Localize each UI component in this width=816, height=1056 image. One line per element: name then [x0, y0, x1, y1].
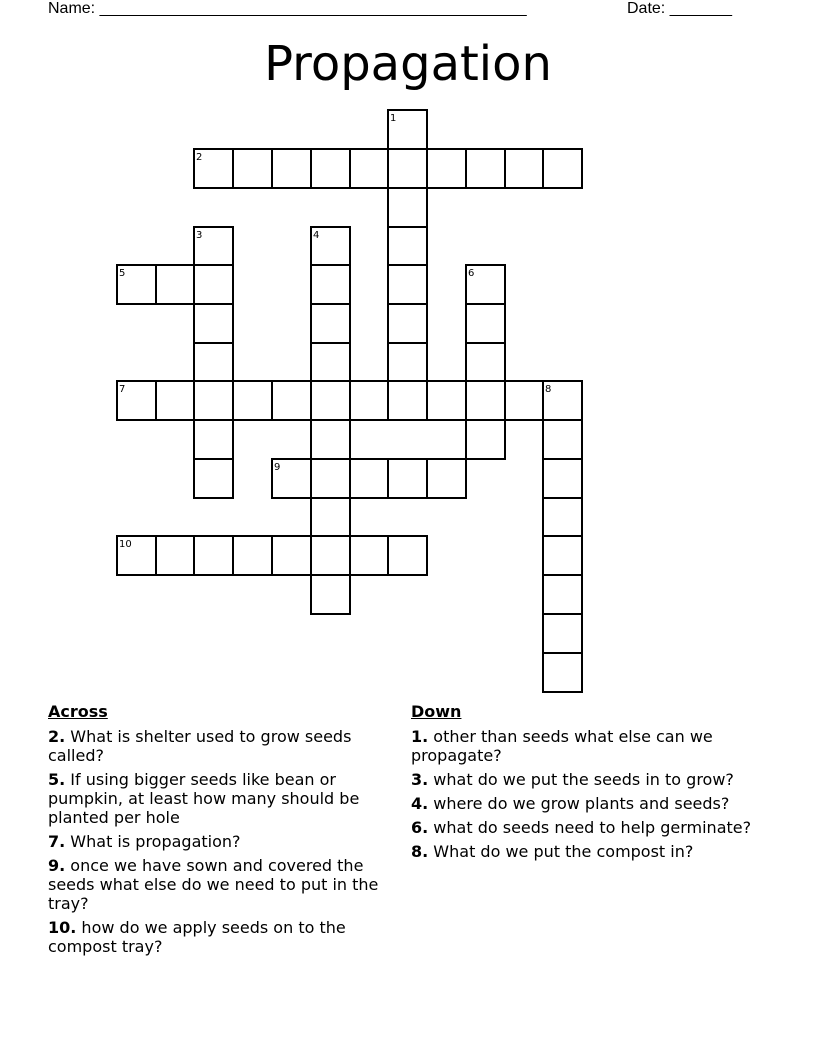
grid-cell[interactable]	[350, 381, 389, 420]
grid-cell[interactable]	[466, 304, 505, 343]
grid-cell[interactable]	[350, 149, 389, 188]
grid-cell[interactable]	[194, 343, 233, 382]
grid-cell[interactable]	[194, 304, 233, 343]
down-clues	[411, 702, 761, 866]
grid-cell[interactable]	[156, 536, 195, 575]
grid-cell[interactable]	[311, 381, 350, 420]
name-field-label[interactable]: Name: ________________________________________________	[48, 0, 527, 17]
grid-cell[interactable]	[311, 536, 350, 575]
grid-cell[interactable]	[543, 575, 582, 614]
grid-cell[interactable]	[388, 265, 427, 304]
grid-cell[interactable]	[466, 343, 505, 382]
grid-cell[interactable]	[194, 536, 233, 575]
date-field-label[interactable]: Date: _______	[627, 0, 732, 17]
cell-number: 7	[119, 384, 126, 395]
grid-cell[interactable]	[272, 381, 311, 420]
grid-cell[interactable]	[311, 575, 350, 614]
across-clue-9: 9. once we have sown and covered the seeds what else do we need to put in the tray?	[48, 856, 379, 913]
grid-cell[interactable]	[388, 227, 427, 266]
grid-cell[interactable]	[388, 381, 427, 420]
grid-cell[interactable]	[388, 188, 427, 227]
cell-number: 9	[274, 462, 281, 473]
grid-cell[interactable]	[427, 459, 466, 498]
grid-cell[interactable]	[388, 459, 427, 498]
grid-cell[interactable]	[311, 420, 350, 459]
grid-cell[interactable]	[156, 265, 195, 304]
cell-number: 6	[468, 268, 475, 279]
grid-cell[interactable]	[543, 420, 582, 459]
grid-cell[interactable]	[311, 498, 350, 537]
grid-cell[interactable]	[233, 536, 272, 575]
grid-cell[interactable]	[272, 536, 311, 575]
cell-number: 10	[119, 539, 132, 550]
cell-number: 1	[390, 113, 397, 124]
grid-cell[interactable]	[156, 381, 195, 420]
grid-cell[interactable]	[543, 459, 582, 498]
across-clue-2: 2. What is shelter used to grow seeds called?	[48, 727, 352, 765]
grid-cell[interactable]	[350, 459, 389, 498]
grid-cell[interactable]	[388, 304, 427, 343]
grid-cell[interactable]	[543, 653, 582, 692]
down-clue-6: 6. what do seeds need to help germinate?	[411, 818, 752, 837]
cell-number: 3	[196, 230, 203, 241]
grid-cell[interactable]	[194, 265, 233, 304]
across-clue-10: 10. how do we apply seeds on to the compost tray?	[48, 918, 346, 956]
grid-cell[interactable]	[543, 614, 582, 653]
across-clues	[48, 702, 398, 961]
grid-cell[interactable]	[311, 149, 350, 188]
grid-cell[interactable]	[505, 149, 544, 188]
grid-cell[interactable]	[466, 149, 505, 188]
grid-cell[interactable]	[194, 381, 233, 420]
across-heading: Across	[48, 702, 108, 721]
grid-cell[interactable]	[233, 149, 272, 188]
across-clue-5: 5. If using bigger seeds like bean or pumpkin, at least how many should be planted per hole	[48, 770, 360, 827]
down-clue-1: 1. other than seeds what else can we propagate?	[411, 727, 713, 765]
grid-cell[interactable]	[388, 536, 427, 575]
grid-cell[interactable]	[388, 343, 427, 382]
grid-cell[interactable]	[272, 149, 311, 188]
grid-cell[interactable]	[311, 459, 350, 498]
down-clue-8: 8. What do we put the compost in?	[411, 842, 694, 861]
grid-cell[interactable]	[466, 420, 505, 459]
across-clue-7: 7. What is propagation?	[48, 832, 241, 851]
cell-number: 5	[119, 268, 126, 279]
grid-cell[interactable]	[388, 149, 427, 188]
grid-cell[interactable]	[466, 381, 505, 420]
grid-cell[interactable]	[311, 304, 350, 343]
grid-cell[interactable]	[350, 536, 389, 575]
grid-cell[interactable]	[505, 381, 544, 420]
down-clue-4: 4. where do we grow plants and seeds?	[411, 794, 730, 813]
grid-cell[interactable]	[543, 536, 582, 575]
grid-cell[interactable]	[311, 343, 350, 382]
grid-cell[interactable]	[311, 265, 350, 304]
grid-cell[interactable]	[427, 381, 466, 420]
grid-cell[interactable]	[543, 149, 582, 188]
cell-number: 2	[196, 152, 203, 163]
grid-cell[interactable]	[194, 459, 233, 498]
grid-cell[interactable]	[194, 420, 233, 459]
cell-number: 4	[313, 230, 320, 241]
down-heading: Down	[411, 702, 462, 721]
grid-cell[interactable]	[543, 498, 582, 537]
page-title: Propagation	[264, 36, 552, 92]
cell-number: 8	[545, 384, 552, 395]
grid-cell[interactable]	[427, 149, 466, 188]
down-clue-3: 3. what do we put the seeds in to grow?	[411, 770, 734, 789]
grid-cell[interactable]	[233, 381, 272, 420]
